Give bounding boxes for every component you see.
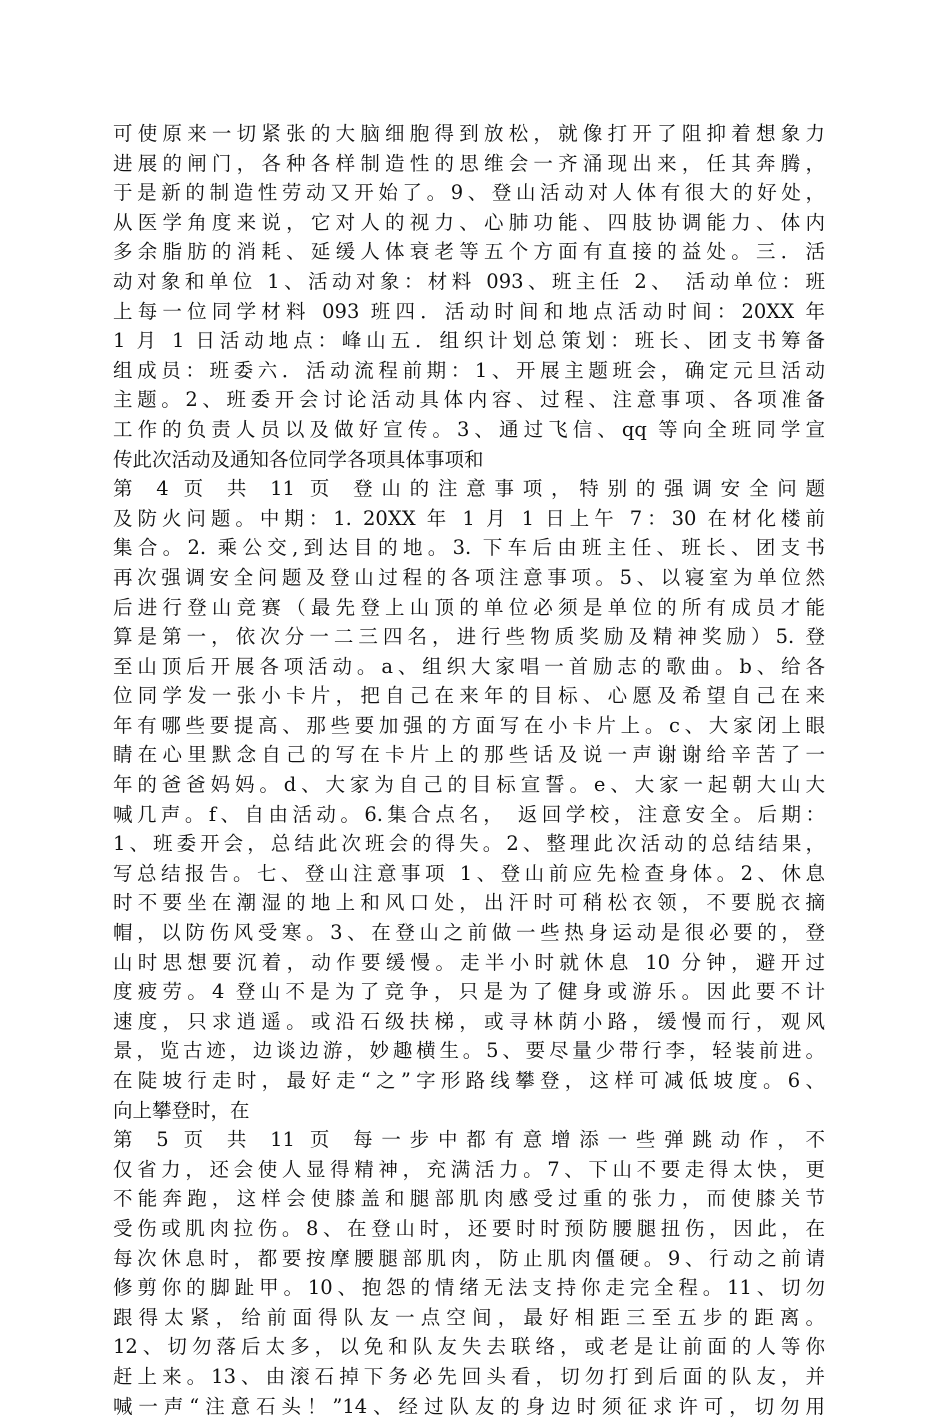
text-line: 再次强调安全问题及登山过程的各项注意事项。5、以寝室为单位然 (113, 565, 825, 589)
text-line: 年的爸爸妈妈。d、大家为自己的目标宣誓。e、大家一起朝大山大 (113, 773, 825, 797)
text-line: 1、班委开会，总结此次班会的得失。2、整理此次活动的总结结果， (113, 832, 825, 856)
text-line: 第 4 页 共 11 页 登山的注意事项，特别的强调安全问题 (113, 477, 825, 501)
text-line: 睛在心里默念自己的写在卡片上的那些话及说一声谢谢给辛苦了一 (113, 743, 825, 767)
text-line: 时不要坐在潮湿的地上和风口处，出汗时可稍松衣领，不要脱衣摘 (113, 891, 825, 915)
text-line: 喊一声“注意石头！”14、经过队友的身边时须征求许可，切勿用 (113, 1394, 825, 1418)
text-line: 速度，只求逍遥。或沿石级扶梯，或寻林荫小路，缓慢而行，观风 (113, 1009, 825, 1033)
body-text (113, 119, 825, 1421)
text-line: 第 5 页 共 11 页 每一步中都有意增添一些弹跳动作，不 (113, 1128, 825, 1152)
text-line: 跟得太紧，给前面得队友一点空间，最好相距三至五步的距离。 (113, 1305, 825, 1329)
text-line: 不能奔跑，这样会使膝盖和腿部肌肉感受过重的张力，而使膝关节 (113, 1187, 825, 1211)
text-line: 度疲劳。4 登山不是为了竞争，只是为了健身或游乐。因此要不计 (113, 980, 825, 1004)
text-line: 向上攀登时，在 (113, 1098, 250, 1122)
text-line: 集合。2. 乘公交,到达目的地。3. 下车后由班主任、班长、团支书 (113, 536, 825, 560)
text-line: 至山顶后开展各项活动。a、组织大家唱一首励志的歌曲。b、给各 (113, 654, 825, 678)
text-line: 从医学角度来说，它对人的视力、心肺功能、四肢协调能力、体内 (113, 210, 825, 234)
text-line: 于是新的制造性劳动又开始了。9、登山活动对人体有很大的好处， (113, 181, 825, 205)
text-line: 帽，以防伤风受寒。3、在登山之前做一些热身运动是很必要的，登 (113, 921, 825, 945)
text-line: 上每一位同学材料 093 班四．活动时间和地点活动时间：20XX 年 (113, 299, 825, 323)
text-line: 修剪你的脚趾甲。10、抱怨的情绪无法支持你走完全程。11、切勿 (113, 1276, 825, 1300)
text-line: 年有哪些要提高、那些要加强的方面写在小卡片上。c、大家闭上眼 (113, 713, 825, 737)
text-line: 组成员：班委六．活动流程前期：1、开展主题班会，确定元旦活动 (113, 358, 825, 382)
text-line: 12、切勿落后太多，以免和队友失去联络，或老是让前面的人等你 (113, 1335, 825, 1359)
text-line: 及防火问题。中期：1. 20XX 年 1 月 1 日上午 7：30 在材化楼前 (113, 506, 825, 530)
text-line: 位同学发一张小卡片，把自己在来年的目标、心愿及希望自己在来 (113, 684, 825, 708)
text-line: 喊几声。f、自由活动。6.集合点名， 返回学校，注意安全。后期： (113, 802, 825, 826)
text-line: 写总结报告。七、登山注意事项 1、登山前应先检查身体。2、休息 (113, 861, 825, 885)
text-line: 进展的闸门，各种各样制造性的思维会一齐涌现出来，任其奔腾， (113, 151, 825, 175)
text-line: 每次休息时，都要按摩腰腿部肌肉，防止肌肉僵硬。9、行动之前请 (113, 1246, 825, 1270)
text-line: 山时思想要沉着，动作要缓慢。走半小时就休息 10 分钟，避开过 (113, 950, 825, 974)
text-line: 多余脂肪的消耗、延缓人体衰老等五个方面有直接的益处。三．活 (113, 240, 825, 264)
text-line: 可使原来一切紧张的大脑细胞得到放松，就像打开了阻抑着想象力 (113, 122, 825, 145)
text-line: 主题。2、班委开会讨论活动具体内容、过程、注意事项、各项准备 (113, 388, 825, 412)
text-line: 后进行登山竞赛（最先登上山顶的单位必须是单位的所有成员才能 (113, 595, 825, 619)
text-line: 受伤或肌肉拉伤。8、在登山时，还要时时预防腰腿扭伤，因此，在 (113, 1216, 825, 1240)
text-line: 赶上来。13、由滚石掉下务必先回头看，切勿打到后面的队友，并 (113, 1364, 825, 1388)
text-line: 动对象和单位 1、活动对象：材料 093、班主任 2、 活动单位：班 (113, 269, 825, 293)
text-line: 传此次活动及通知各位同学各项具体事项和 (113, 447, 484, 471)
text-line: 工作的负责人员以及做好宣传。3、通过飞信、qq 等向全班同学宣 (113, 417, 825, 441)
text-line: 1 月 1 日活动地点：峰山五．组织计划总策划：班长、团支书筹备 (113, 329, 825, 353)
text-line: 仅省力，还会使人显得精神，充满活力。7、下山不要走得太快，更 (113, 1157, 825, 1181)
text-line: 算是第一，依次分一二三四名，进行些物质奖励及精神奖励）5. 登 (113, 625, 825, 649)
text-line: 景，览古迹，边谈边游，妙趣横生。5、要尽量少带行李，轻装前进。 (113, 1039, 825, 1063)
text-line: 在陡坡行走时，最好走“之”字形路线攀登，这样可减低坡度。6、 (113, 1069, 825, 1092)
